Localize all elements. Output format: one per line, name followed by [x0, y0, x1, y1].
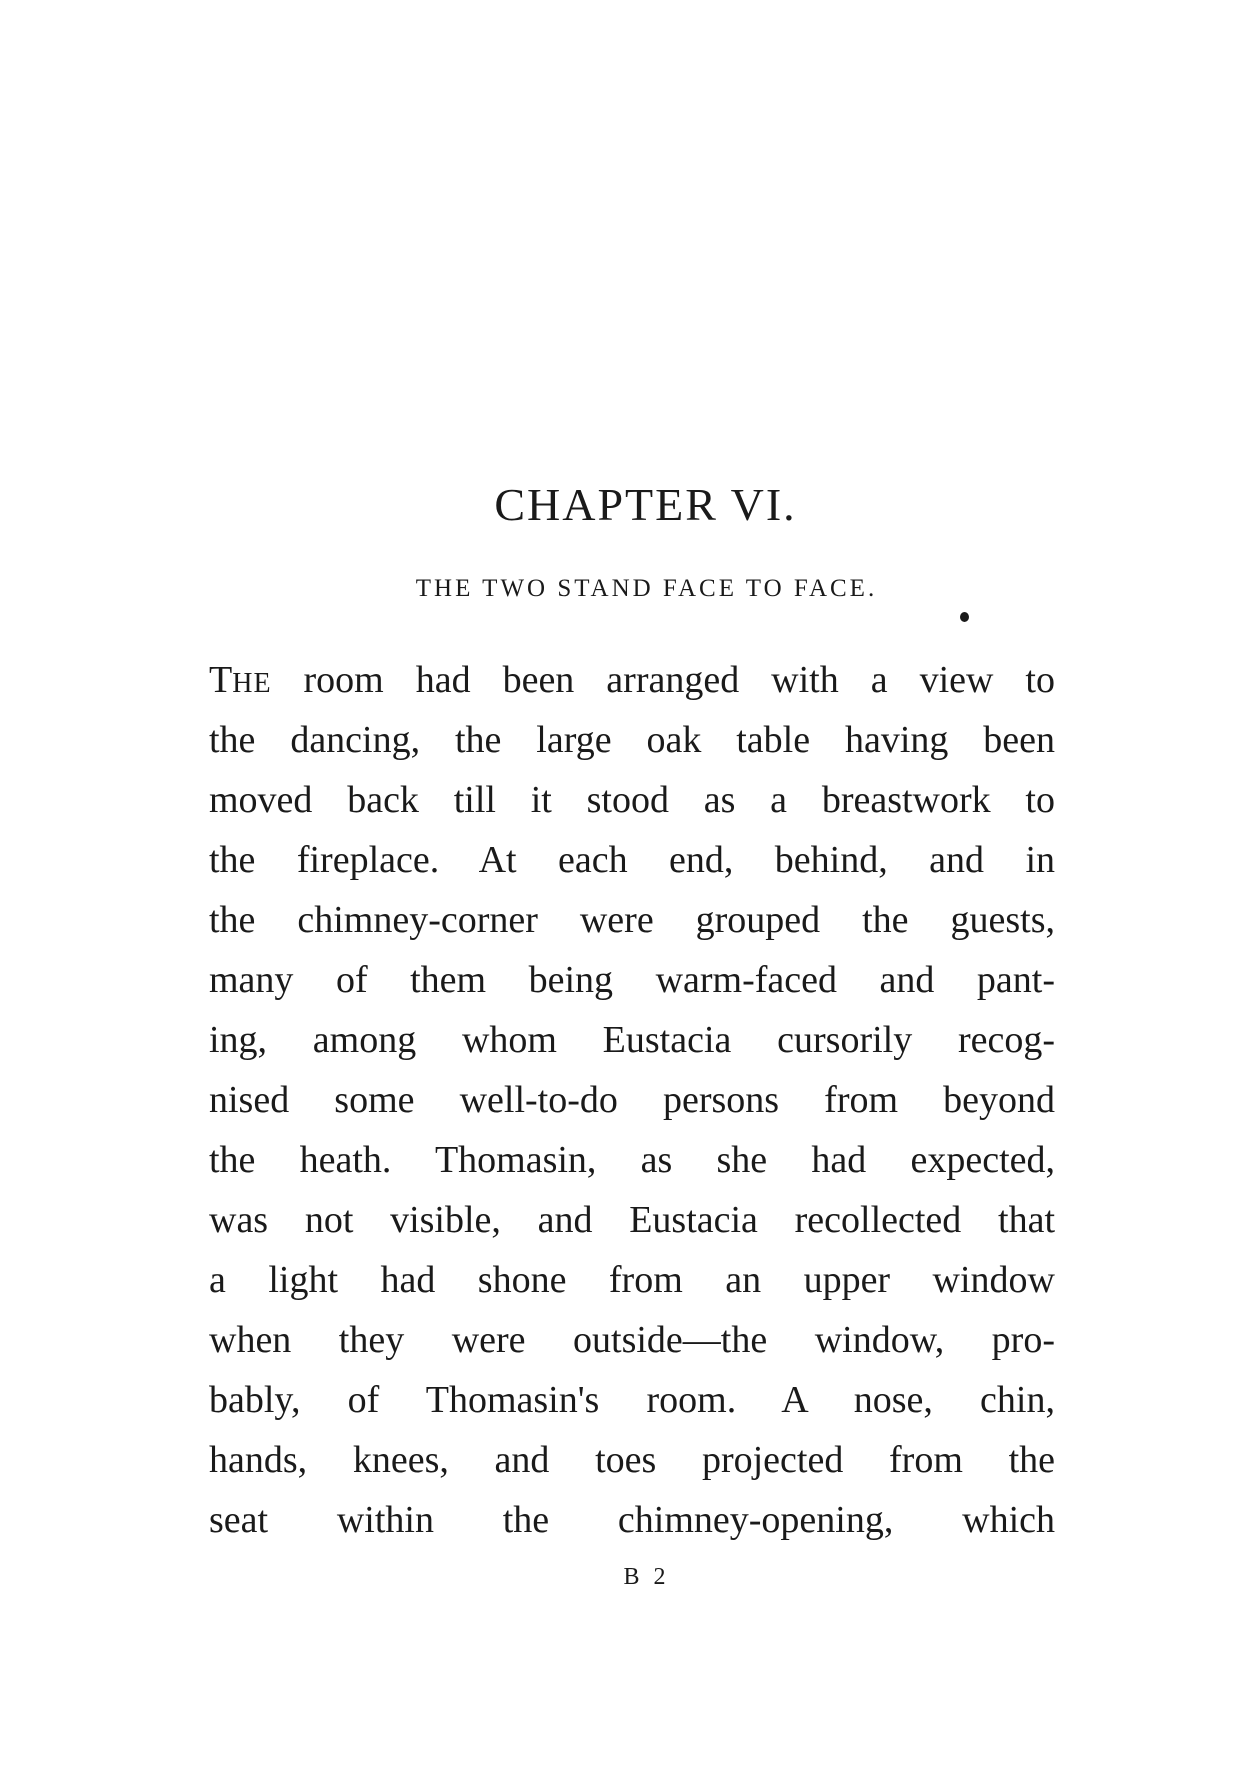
text-line: the chimney-corner were grouped the guests, — [209, 899, 1055, 941]
signature-mark: B 2 — [623, 1564, 670, 1590]
text-line: moved back till it stood as a breastwork to — [209, 779, 1055, 821]
text-line-content: room had been arranged with a view to — [271, 659, 1055, 701]
text-line — [209, 650, 1055, 710]
text-line: nised some well-to-do persons from beyond — [209, 1079, 1055, 1121]
text-line: a light had shone from an upper window — [209, 1259, 1055, 1301]
text-line: the fireplace. At each end, behind, and in — [209, 839, 1055, 881]
chapter-title: CHAPTER VI. — [494, 479, 797, 530]
drop-initial: T — [209, 659, 233, 701]
text-line: hands, knees, and toes projected from the — [209, 1439, 1055, 1481]
chapter-subtitle: THE TWO STAND FACE TO FACE. — [415, 575, 878, 602]
text-line: many of them being warm-faced and pant- — [209, 959, 1055, 1001]
text-line: was not visible, and Eustacia recollected that — [209, 1199, 1055, 1241]
text-line: ing, among whom Eustacia cursorily recog- — [209, 1019, 1055, 1061]
text-line: bably, of Thomasin's room. A nose, chin, — [209, 1379, 1055, 1421]
text-line: the dancing, the large oak table having been — [209, 719, 1055, 761]
body-text — [209, 650, 1055, 1550]
ornament-dot — [960, 612, 969, 622]
text-line: when they were outside—the window, pro- — [209, 1319, 1055, 1361]
small-caps-word: HE — [232, 668, 272, 699]
text-line: seat within the chimney-opening, which — [209, 1499, 1055, 1541]
text-line: the heath. Thomasin, as she had expected, — [209, 1139, 1055, 1181]
